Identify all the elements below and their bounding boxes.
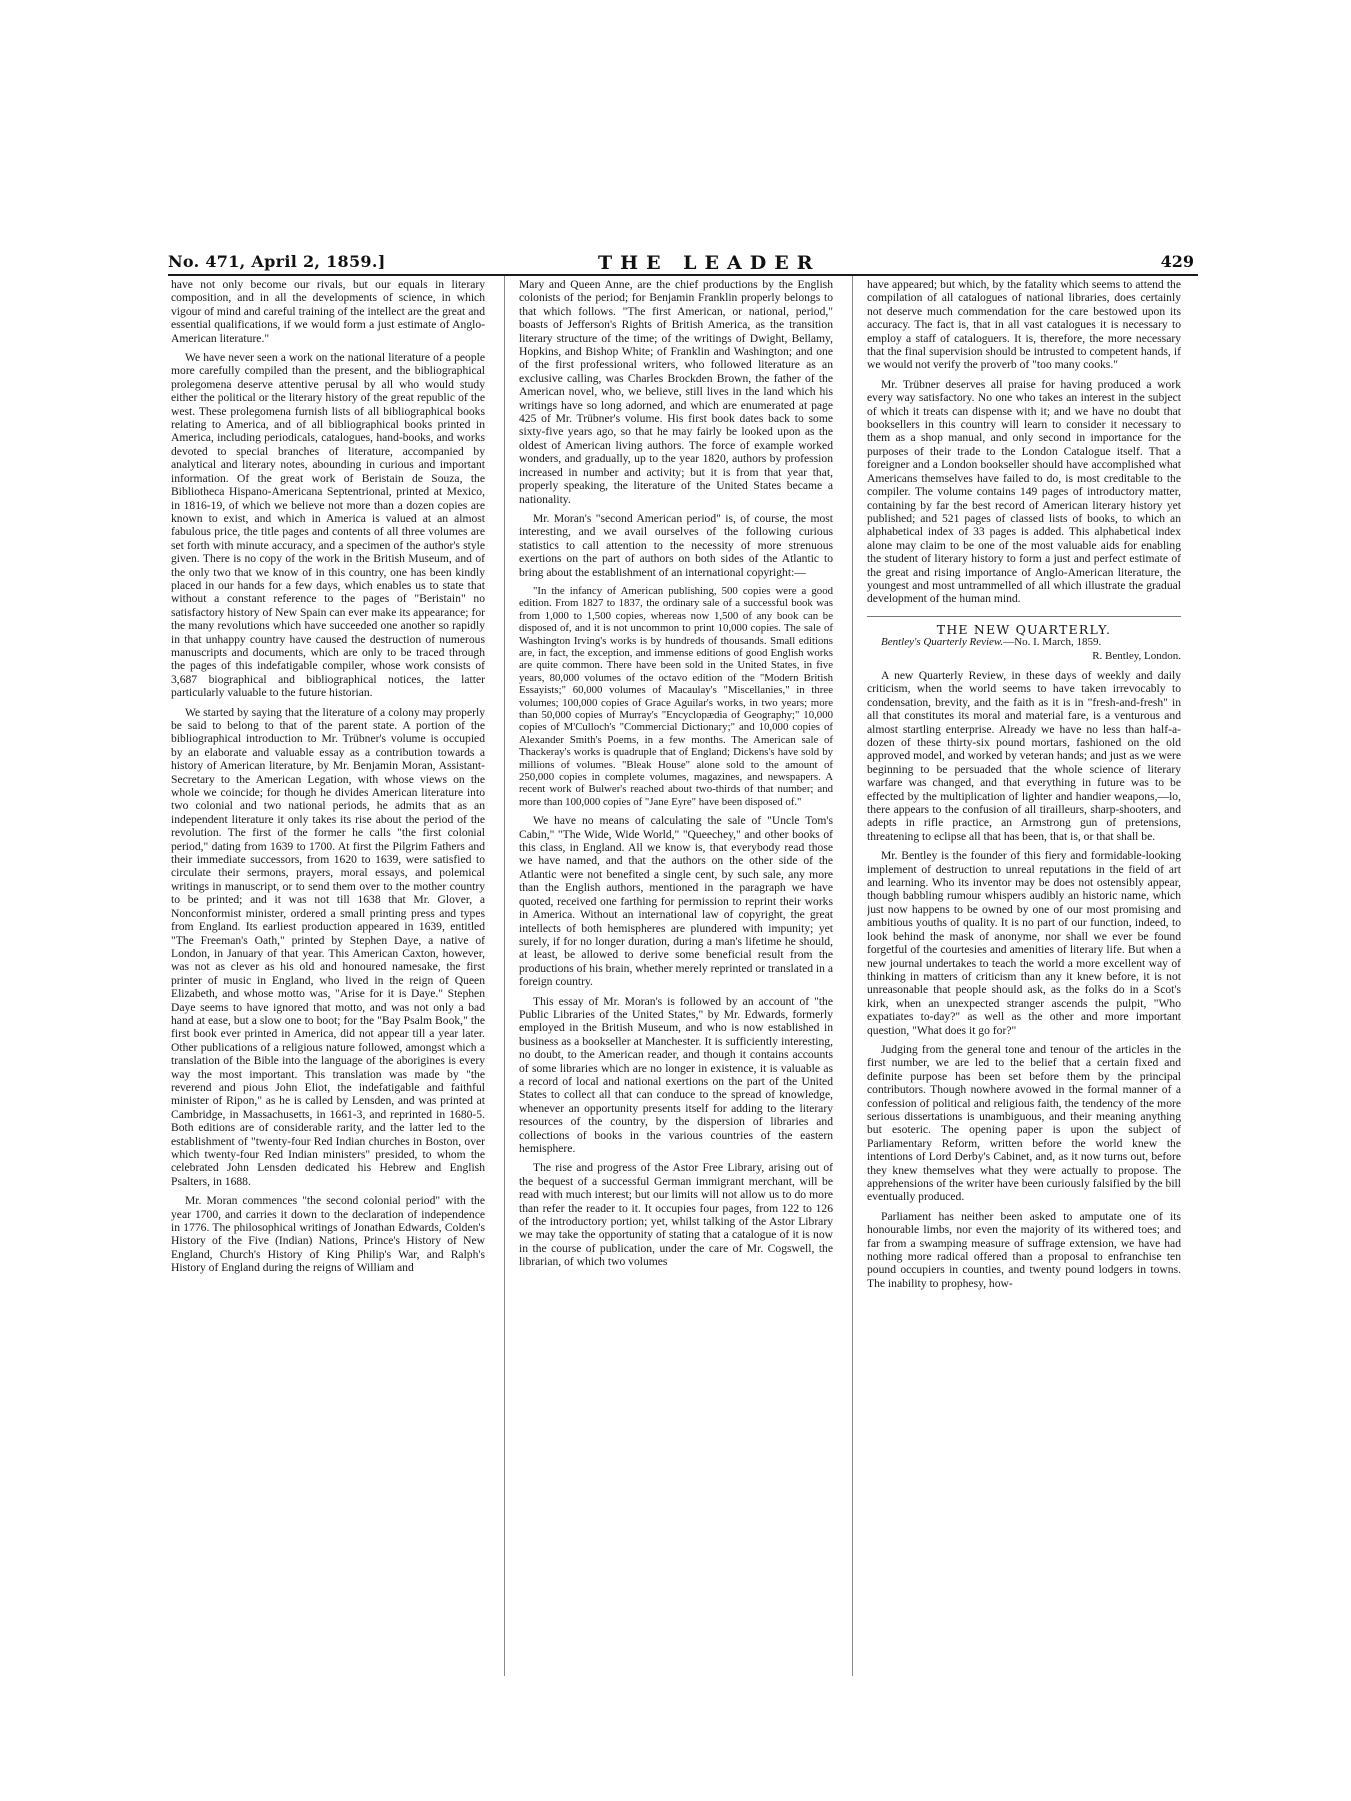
- article-column-1: [171, 278, 485, 1678]
- section-heading: THE NEW QUARTERLY.: [867, 616, 1181, 636]
- paragraph: have not only become our rivals, but our equals in literary composition, and in all the developments of science, in which vigour of mind and careful training of the intellect are the great and essential qualifications, if we would form a just estimate of Anglo-American literature.": [171, 278, 485, 345]
- review-notice: [867, 636, 1181, 649]
- page-number: 429: [1160, 252, 1194, 271]
- paragraph: A new Quarterly Review, in these days of weekly and daily criticism, when the world seems to have taken irrevocably to condensation, brevity, and the faith as it is in "fresh-and-fresh" in all that constitutes its moral and material fare, is a venturous and almost startling enterprise. Already we have no less than half-a-dozen of these thirty-six pound mortars, fashioned on the old approved model, and worked by veteran hands; and just as we were beginning to be persuaded that the whole science of literary warfare was changed, and that everything in future was to be effected by the multiplication of lighter and handier weapons,—lo, there appears to the confusion of all tirailleurs, sharp-shooters, and adepts in rifle practice, an Armstrong gun of pretensions, threatening to eclipse all that has been, that is, or that shall be.: [867, 668, 1181, 843]
- paragraph: Mr. Moran commences "the second colonial period" with the year 1700, and carries it down to the declaration of independence in 1776. The philosophical writings of Jonathan Edwards, Colden's History of the Five (Indian) Nations, Prince's History of New England, Church's History of King Philip's War, and Ralph's History of England during the reigns of William and: [171, 1194, 485, 1275]
- paragraph: Mr. Bentley is the founder of this fiery and formidable-looking implement of destruction to unreal reputations in the field of art and learning. Who its inventor may be does not ostensibly appear, though babbling rumour whispers audibly an historic name, which just now happens to be owned by one of our most promising and ambitious youths of quality. It is no part of our function, indeed, to look behind the mask of anonyme, nor shall we ever be found forgetful of the courtesies and amenities of literary life. But when a new journal undertakes to teach the world a more excellent way of thinking in matters of criticism than any it knew before, it is not unreasonable that people should ask, as the folks do in a Scot's kirk, when an unexpected stranger ascends the pulpit, "Who expatiates to-day?" as well as the other and more important question, "What does it go for?": [867, 849, 1181, 1037]
- article-column-3: [867, 278, 1181, 1678]
- issue-number: No. 471, April 2, 1859.]: [168, 252, 386, 271]
- newspaper-title: THE LEADER: [598, 252, 821, 274]
- paragraph: Judging from the general tone and tenour of the articles in the first number, we are led to the belief that a certain fixed and definite purpose has been set before them by the principal contributors. Though nowhere avowed in the formal manner of a confession of political and religious faith, the tendency of the more serious dissertations is unambiguous, and their meaning anything but esoteric. The opening paper is upon the subject of Parliamentary Reform, written before the world knew the intentions of Lord Derby's Cabinet, and, as it now turns out, before they knew themselves what they were actually to propose. The apprehensions of the writer have been curiously falsified by the bill eventually produced.: [867, 1042, 1181, 1204]
- review-details: —No. I. March, 1859.: [1003, 636, 1102, 649]
- paragraph: have appeared; but which, by the fatality which seems to attend the compilation of all catalogues of national libraries, does certainly not deserve much commendation for the care bestowed upon its accuracy. The fact is, that in all vast catalogues it is necessary to employ a staff of cataloguers. It is, therefore, the more necessary that the final supervision should be intrusted to competent hands, if we would not verify the proverb of "too many cooks.": [867, 278, 1181, 372]
- paragraph: This essay of Mr. Moran's is followed by an account of "the Public Libraries of the United States," by Mr. Edwards, formerly employed in the British Museum, and who is now established in business as a bookseller at Manchester. It is sufficiently interesting, no doubt, to the American reader, and though it contains accounts of some libraries which are no longer in existence, it is valuable as a record of local and national exertions on the part of the United States to collect all that can conduce to the spread of knowledge, whenever an opportunity presents itself for adding to the literary resources of the country, by the dispersion of libraries and collections of books in the various countries of the eastern hemisphere.: [519, 994, 833, 1155]
- column-rule: [852, 276, 853, 1676]
- column-rule: [504, 276, 505, 1676]
- paragraph: We have never seen a work on the national literature of a people more carefully compiled than the present, and the bibliographical prolegomena deserve attentive perusal by all who would study either the political or the literary history of the great republic of the west. These prolegomena furnish lists of all bibliographical books relating to America, and of all bibliographical books printed in America, including periodicals, catalogues, hand-books, and works devoted to special branches of literature, accompanied by analytical and literary notes, abounding in curious and important information. Of the great work of Beristain de Souza, the Bibliotheca Hispano-Americana Septentrional, printed at Mexico, in 1816-19, of which we believe not more than a dozen copies are known to exist, and which in America is valued at an almost fabulous price, the title pages and contents of all three volumes are set forth with minute accuracy, and a specimen of the author's style given. There is no copy of the work in the British Museum, and of the only two that we know of in this country, one has been kindly placed in our hands for a few days, which enables us to state that without a constant reference to the pages of "Beristain" no satisfactory history of New Spain can ever make its appearance; for the many revolutions which have succeeded one another so rapidly in that unhappy country have caused the destruction of numerous manuscripts and documents, which are only to be traced through the pages of this indefatigable compiler, whose work consists of 3,687 biographical and bibliographical notices, the latter particularly valuable to the future historian.: [171, 351, 485, 700]
- block-quote: "In the infancy of American publishing, 500 copies were a good edition. From 1827 to 1837, the ordinary sale of a successful book was from 1,000 to 1,500 copies, whereas now 1,500 of any book can be disposed of, and it is not uncommon to print 10,000 copies. The sale of Washington Irving's works is by hundreds of thousands. Small editions are, in fact, the exception, and immense editions of good English works are quite common. There have been sold in the United States, in five years, 80,000 volumes of the octavo edition of the "Modern British Essayists;" 60,000 volumes of Macaulay's "Miscellanies," in three volumes; 100,000 copies of Grace Aguilar's works, in two years; more than 50,000 copies of Murray's "Encyclopædia of Geography;" 10,000 copies of M'Culloch's "Commercial Dictionary;" and 10,000 copies of Alexander Smith's Poems, in a few months. The American sale of Thackeray's works is quadruple that of England; Dickens's have sold by millions of volumes. "Bleak House" alone sold to the amount of 250,000 copies in complete volumes, magazines, and newspapers. A recent work of Bulwer's reached about two-thirds of that number; and more than 100,000 copies of "Jane Eyre" have been disposed of.": [519, 584, 833, 808]
- paragraph: Mary and Queen Anne, are the chief productions by the English colonists of the period; for Benjamin Franklin properly belongs to that which follows. "The first American, or national, period," boasts of Jefferson's Rights of British America, as the transition literary structure of the time; of the writings of Dwight, Bellamy, Hopkins, and Bishop White; of Franklin and Washington; and one of the first professional writers, who followed literature as an exclusive calling, was Charles Brockden Brown, the father of the American novel, who, we believe, still lives in the land which his writings have so long adorned, and which are enumerated at page 425 of Mr. Trübner's volume. His first book dates back to some sixty-five years ago, so that he may fairly be looked upon as the oldest of American living authors. The force of example worked wonders, and gradually, up to the year 1820, authors by profession increased in number and activity; but it is from that year that, properly speaking, the literature of the United States became a nationality.: [519, 278, 833, 506]
- paragraph: We have no means of calculating the sale of "Uncle Tom's Cabin," "The Wide, Wide World," "Queechey," and other books of this class, in England. All we know is, that everybody read those we have named, and that the authors on the other side of the Atlantic were not benefited a single cent, by such sale, any more than the English authors, mentioned in the paragraph we have quoted, received one farthing for permission to reprint their works in America. Without an international law of copyright, the great intellects of both hemispheres are plundered with impunity; yet surely, if for no longer duration, during a man's lifetime he should, at least, be allowed to derive some beneficial result from the productions of his brain, whether merely reprinted or translated in a foreign country.: [519, 814, 833, 989]
- paragraph: Mr. Moran's "second American period" is, of course, the most interesting, and we avail ourselves of the following curious statistics to call attention to the necessity of more strenuous exertions on the part of authors on both sides of the Atlantic to bring about the establishment of an international copyright:—: [519, 511, 833, 579]
- publisher: R. Bentley, London.: [1092, 649, 1181, 662]
- paragraph: We started by saying that the literature of a colony may properly be said to belong to that of the parent state. A portion of the bibliographical introduction to Mr. Trübner's volume is occupied by an elaborate and valuable essay as a contribution towards a history of American literature, by Mr. Benjamin Moran, Assistant-Secretary to the American Legation, with whose views on the whole we coincide; for though he divides American literature into two colonial and two national periods, he admits that as an independent literature it only takes its rise about the period of the revolution. The first of the former he calls "the first colonial period," dating from 1639 to 1700. At first the Pilgrim Fathers and their immediate successors, from 1620 to 1639, were satisfied to circulate their sermons, prayers, moral essays, and polemical writings in manuscript, or to send them over to the mother country to be printed; and it was not till 1638 that Mr. Glover, a Nonconformist minister, ordered a small printing press and types from England. Its earliest production appeared in 1639, entitled "The Freeman's Oath," printed by Stephen Daye, a native of London, in January of that year. This American Caxton, however, was not as clever as his old and honoured namesake, the first printer of music in England, who lived in the reign of Queen Elizabeth, and whose motto was, "Arise for it is Daye." Stephen Daye seems to have ignored that motto, and was not only a bad hand at ease, but a slow one to boot; for the "Bay Psalm Book," the first book ever printed in America, did not appear till a year later. Other publications of a religious nature followed, amongst which a translation of the Bible into the language of the aborigines is every way the most important. This translation was made by "the reverend and pious John Eliot, the indefatigable and faithful minister of Ripon," as he is called by Lensden, and was printed at Cambridge, in Massachusetts, in 1661-3, and reprinted in 1680-5. Both editions are of considerable rarity, and the latter led to the establishment of "twenty-four Red Indian churches in Boston, over which twenty-four Red Indian ministers" presided, to whom the celebrated John Lensden dedicated his Hebrew and English Psalters, in 1688.: [171, 705, 485, 1188]
- paragraph: The rise and progress of the Astor Free Library, arising out of the bequest of a successful German immigrant merchant, will be read with much interest; but our limits will not allow us to do more than refer the reader to it. It occupies four pages, from 122 to 126 of the introductory portion; yet, whilst talking of the Astor Library we may take the opportunity of stating that a catalogue of it is now in the course of publication, under the care of Mr. Cogswell, the librarian, of which two volumes: [519, 1161, 833, 1269]
- review-title: Bentley's Quarterly Review.: [881, 636, 1004, 649]
- paragraph: Parliament has neither been asked to amputate one of its honourable limbs, nor even the majority of its withered toes; and far from a swamping measure of suffrage extension, we have had nothing more radical offered than a proposal to enfranchise ten pound occupiers in counties, and twenty pound lodgers in towns. The inability to prophesy, how-: [867, 1209, 1181, 1290]
- paragraph: Mr. Trübner deserves all praise for having produced a work every way satisfactory. No one who takes an interest in the subject of which it treats can dispense with it; and we have no doubt that booksellers in this country will learn to consider it necessary to them as a shop manual, and only second in importance for the purposes of their trade to the London Catalogue itself. That a foreigner and a London bookseller should have accomplished what Americans themselves have failed to do, is most creditable to the compiler. The volume contains 149 pages of introductory matter, containing by far the best record of American literary history yet published; and 521 pages of classed lists of books, to which an alphabetical index of 33 pages is added. This alphabetical index alone may claim to be one of the most valuable aids for enabling the student of literary history to form a just and perfect estimate of the great and rising importance of Anglo-American literature, the youngest and most untrammelled of all which illustrate the gradual development of the human mind.: [867, 377, 1181, 606]
- article-column-2: [519, 278, 833, 1678]
- masthead: [168, 252, 1198, 276]
